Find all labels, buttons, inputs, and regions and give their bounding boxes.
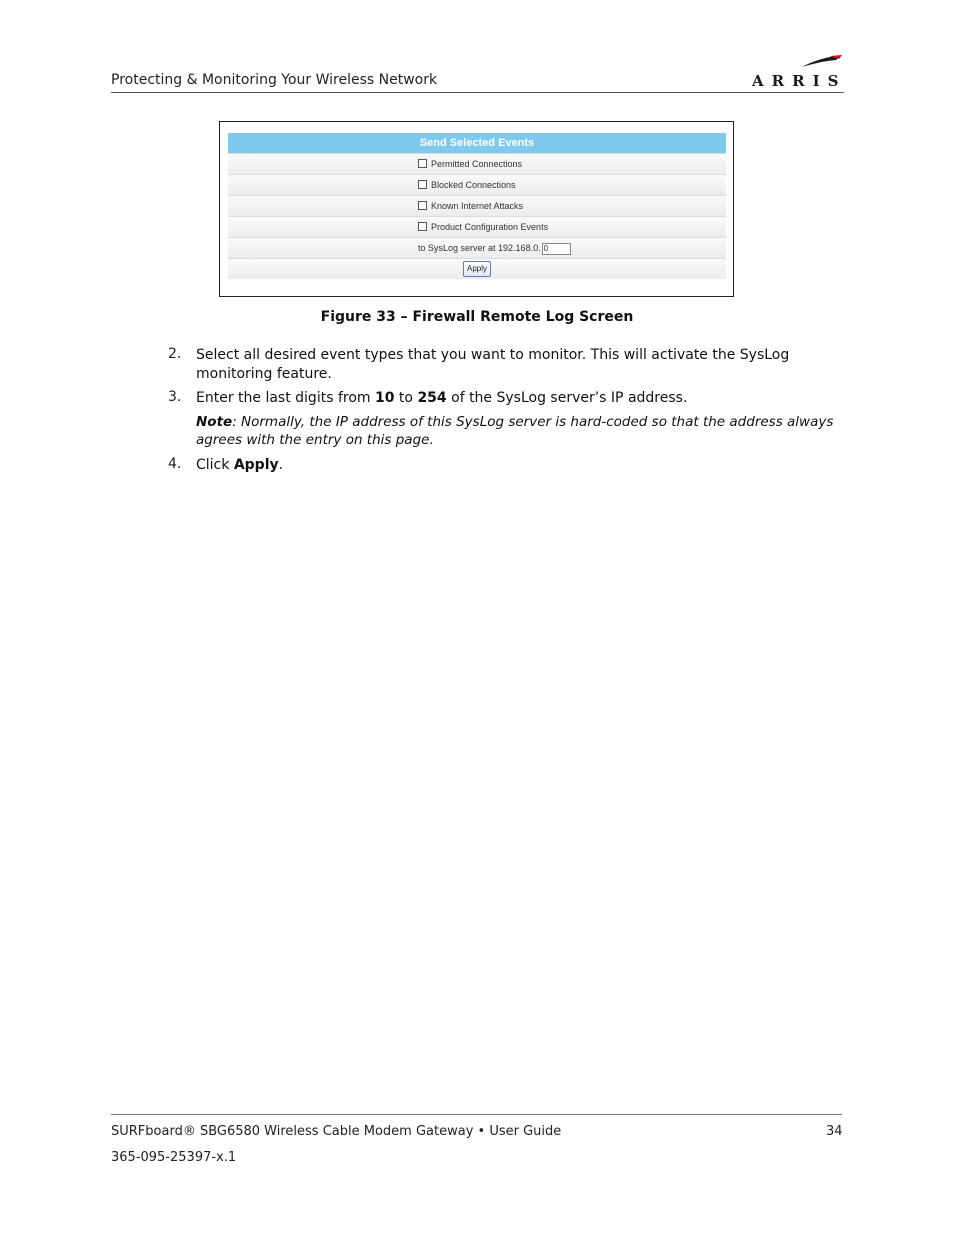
arris-logo — [752, 54, 847, 90]
step-3-pre: Enter the last digits from — [196, 390, 375, 406]
note-paragraph — [196, 413, 846, 449]
checkbox-row-config — [228, 216, 726, 237]
header-divider — [111, 92, 844, 93]
checkbox-label: Blocked Connections — [431, 180, 516, 190]
step-4-number: 4. — [168, 456, 182, 472]
checkbox-label: Known Internet Attacks — [431, 201, 524, 211]
send-selected-events-panel — [228, 133, 726, 279]
logo-text: ARRIS — [752, 72, 847, 90]
header-section-title: Protecting & Monitoring Your Wireless Network — [111, 72, 438, 88]
step-2-number: 2. — [168, 346, 182, 362]
checkbox-label: Product Configuration Events — [431, 222, 549, 232]
syslog-ip-input[interactable]: 0 — [542, 243, 571, 255]
panel-title: Send Selected Events — [228, 133, 726, 153]
step-4-text — [196, 456, 836, 475]
firewall-remote-log-figure — [219, 121, 734, 297]
step-3-number: 3. — [168, 389, 182, 405]
step-3-mid: to — [394, 390, 418, 406]
syslog-server-row — [228, 237, 726, 258]
apply-row — [228, 258, 726, 279]
step-4-apply-word: Apply — [233, 457, 279, 473]
note-label: Note — [196, 414, 233, 430]
permitted-connections-checkbox[interactable] — [418, 159, 427, 168]
step-4-post: . — [278, 457, 284, 473]
footer-product: SURFboard® SBG6580 Wireless Cable Modem Gateway • User Guide — [111, 1124, 562, 1139]
step-3-post: of the SysLog server’s IP address. — [446, 390, 688, 406]
step-2-text: Select all desired event types that you want to monitor. This will activate the SysLog monitoring feature. — [196, 347, 790, 382]
footer-divider — [111, 1114, 842, 1115]
checkbox-row-blocked — [228, 174, 726, 195]
note-text: : Normally, the IP address of this SysLog server is hard-coded so that the address always agrees with the entry on this page. — [196, 414, 834, 448]
blocked-connections-checkbox[interactable] — [418, 180, 427, 189]
checkbox-label: Permitted Connections — [431, 159, 523, 169]
figure-caption: Figure 33 – Firewall Remote Log Screen — [320, 309, 634, 325]
arris-swoosh-icon — [800, 54, 844, 68]
product-configuration-events-checkbox[interactable] — [418, 222, 427, 231]
step-3-range-start: 10 — [374, 390, 395, 406]
footer-doc-number: 365-095-25397-x.1 — [111, 1150, 237, 1165]
known-internet-attacks-checkbox[interactable] — [418, 201, 427, 210]
checkbox-row-attacks — [228, 195, 726, 216]
checkbox-row-permitted — [228, 153, 726, 174]
step-3-range-end: 254 — [417, 390, 447, 406]
syslog-label: to SysLog server at 192.168.0. — [418, 243, 541, 253]
step-4-pre: Click — [196, 457, 234, 473]
apply-button[interactable]: Apply — [463, 261, 491, 277]
page-number: 34 — [826, 1124, 843, 1139]
step-3-text — [196, 389, 836, 408]
